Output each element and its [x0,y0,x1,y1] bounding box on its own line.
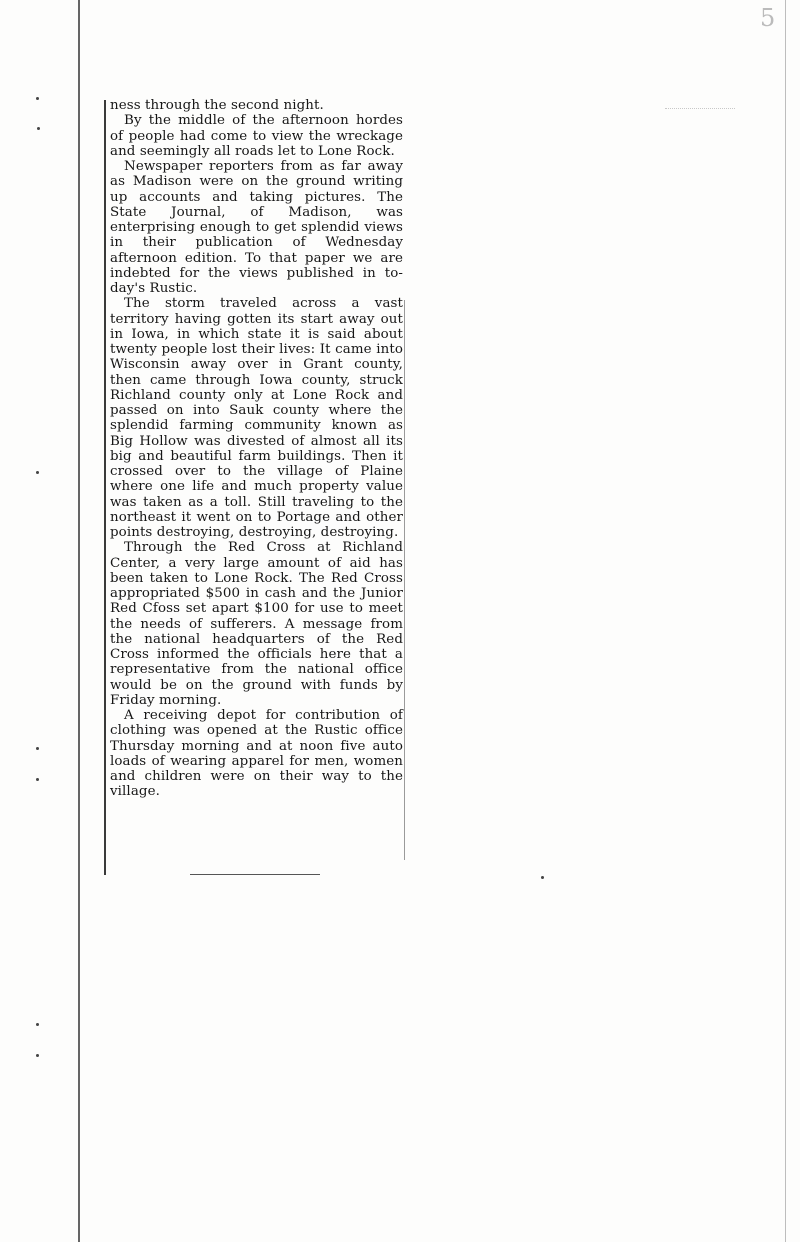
article-paragraph: A receiving depot for contribution of clothing was opened at the Rustic office Thursday morning and at noon five auto loads of wearing apparel for men, women and children were on their way to the village. [110,708,403,800]
page-number: 5 [760,4,776,32]
binding-edge [78,0,80,1242]
newspaper-article [110,98,403,800]
speck [36,471,39,474]
page-edge [785,0,786,1242]
article-paragraph: Through the Red Cross at Richland Center, a very large amount of aid has been taken to Lone Rock. The Red Cross appropriated $500 in cash and the Junior Red Cfoss set apart $100 for use to meet the needs of sufferers. A message from the national headquarters of the Red Cross informed the officials here that a representative from the national office would be on the ground with funds by Friday morning. [110,540,403,708]
faint-bleed-through [665,108,735,110]
speck [36,747,39,750]
speck [36,1054,39,1057]
clipping-right-border [404,300,405,860]
speck [37,127,40,130]
speck [36,778,39,781]
speck [541,876,544,879]
speck [36,1023,39,1026]
speck [36,97,39,100]
article-paragraph: ness through the second night. [110,98,324,113]
article-paragraph: Newspaper reporters from as far away as Madison were on the ground writing up accounts and taking pictures. The State Journal, of Madison, was enterprising enough to get splendid views in their publication of Wednesday afternoon edition. To that paper we are indebted for the views published in to-day's Rustic. [110,159,403,296]
article-paragraph: By the middle of the afternoon hordes of people had come to view the wreckage and seemingly all roads let to Lone Rock. [110,113,403,159]
article-end-rule [190,874,320,875]
clipping-left-border [104,100,106,875]
article-paragraph: The storm traveled across a vast territory having gotten its start away out in Iowa, in which state it is said about twenty people lost their lives: It came into Wisconsin away over in Grant county, then came through Iowa county, struck Richland county only at Lone Rock and passed on into Sauk county where the splendid farming community known as Big Hollow was divested of almost all its big and beautiful farm buildings. Then it crossed over to the village of Plaine where one life and much property value was taken as a toll. Still traveling to the northeast it went on to Portage and other points destroying, destroying, destroying. [110,296,403,540]
